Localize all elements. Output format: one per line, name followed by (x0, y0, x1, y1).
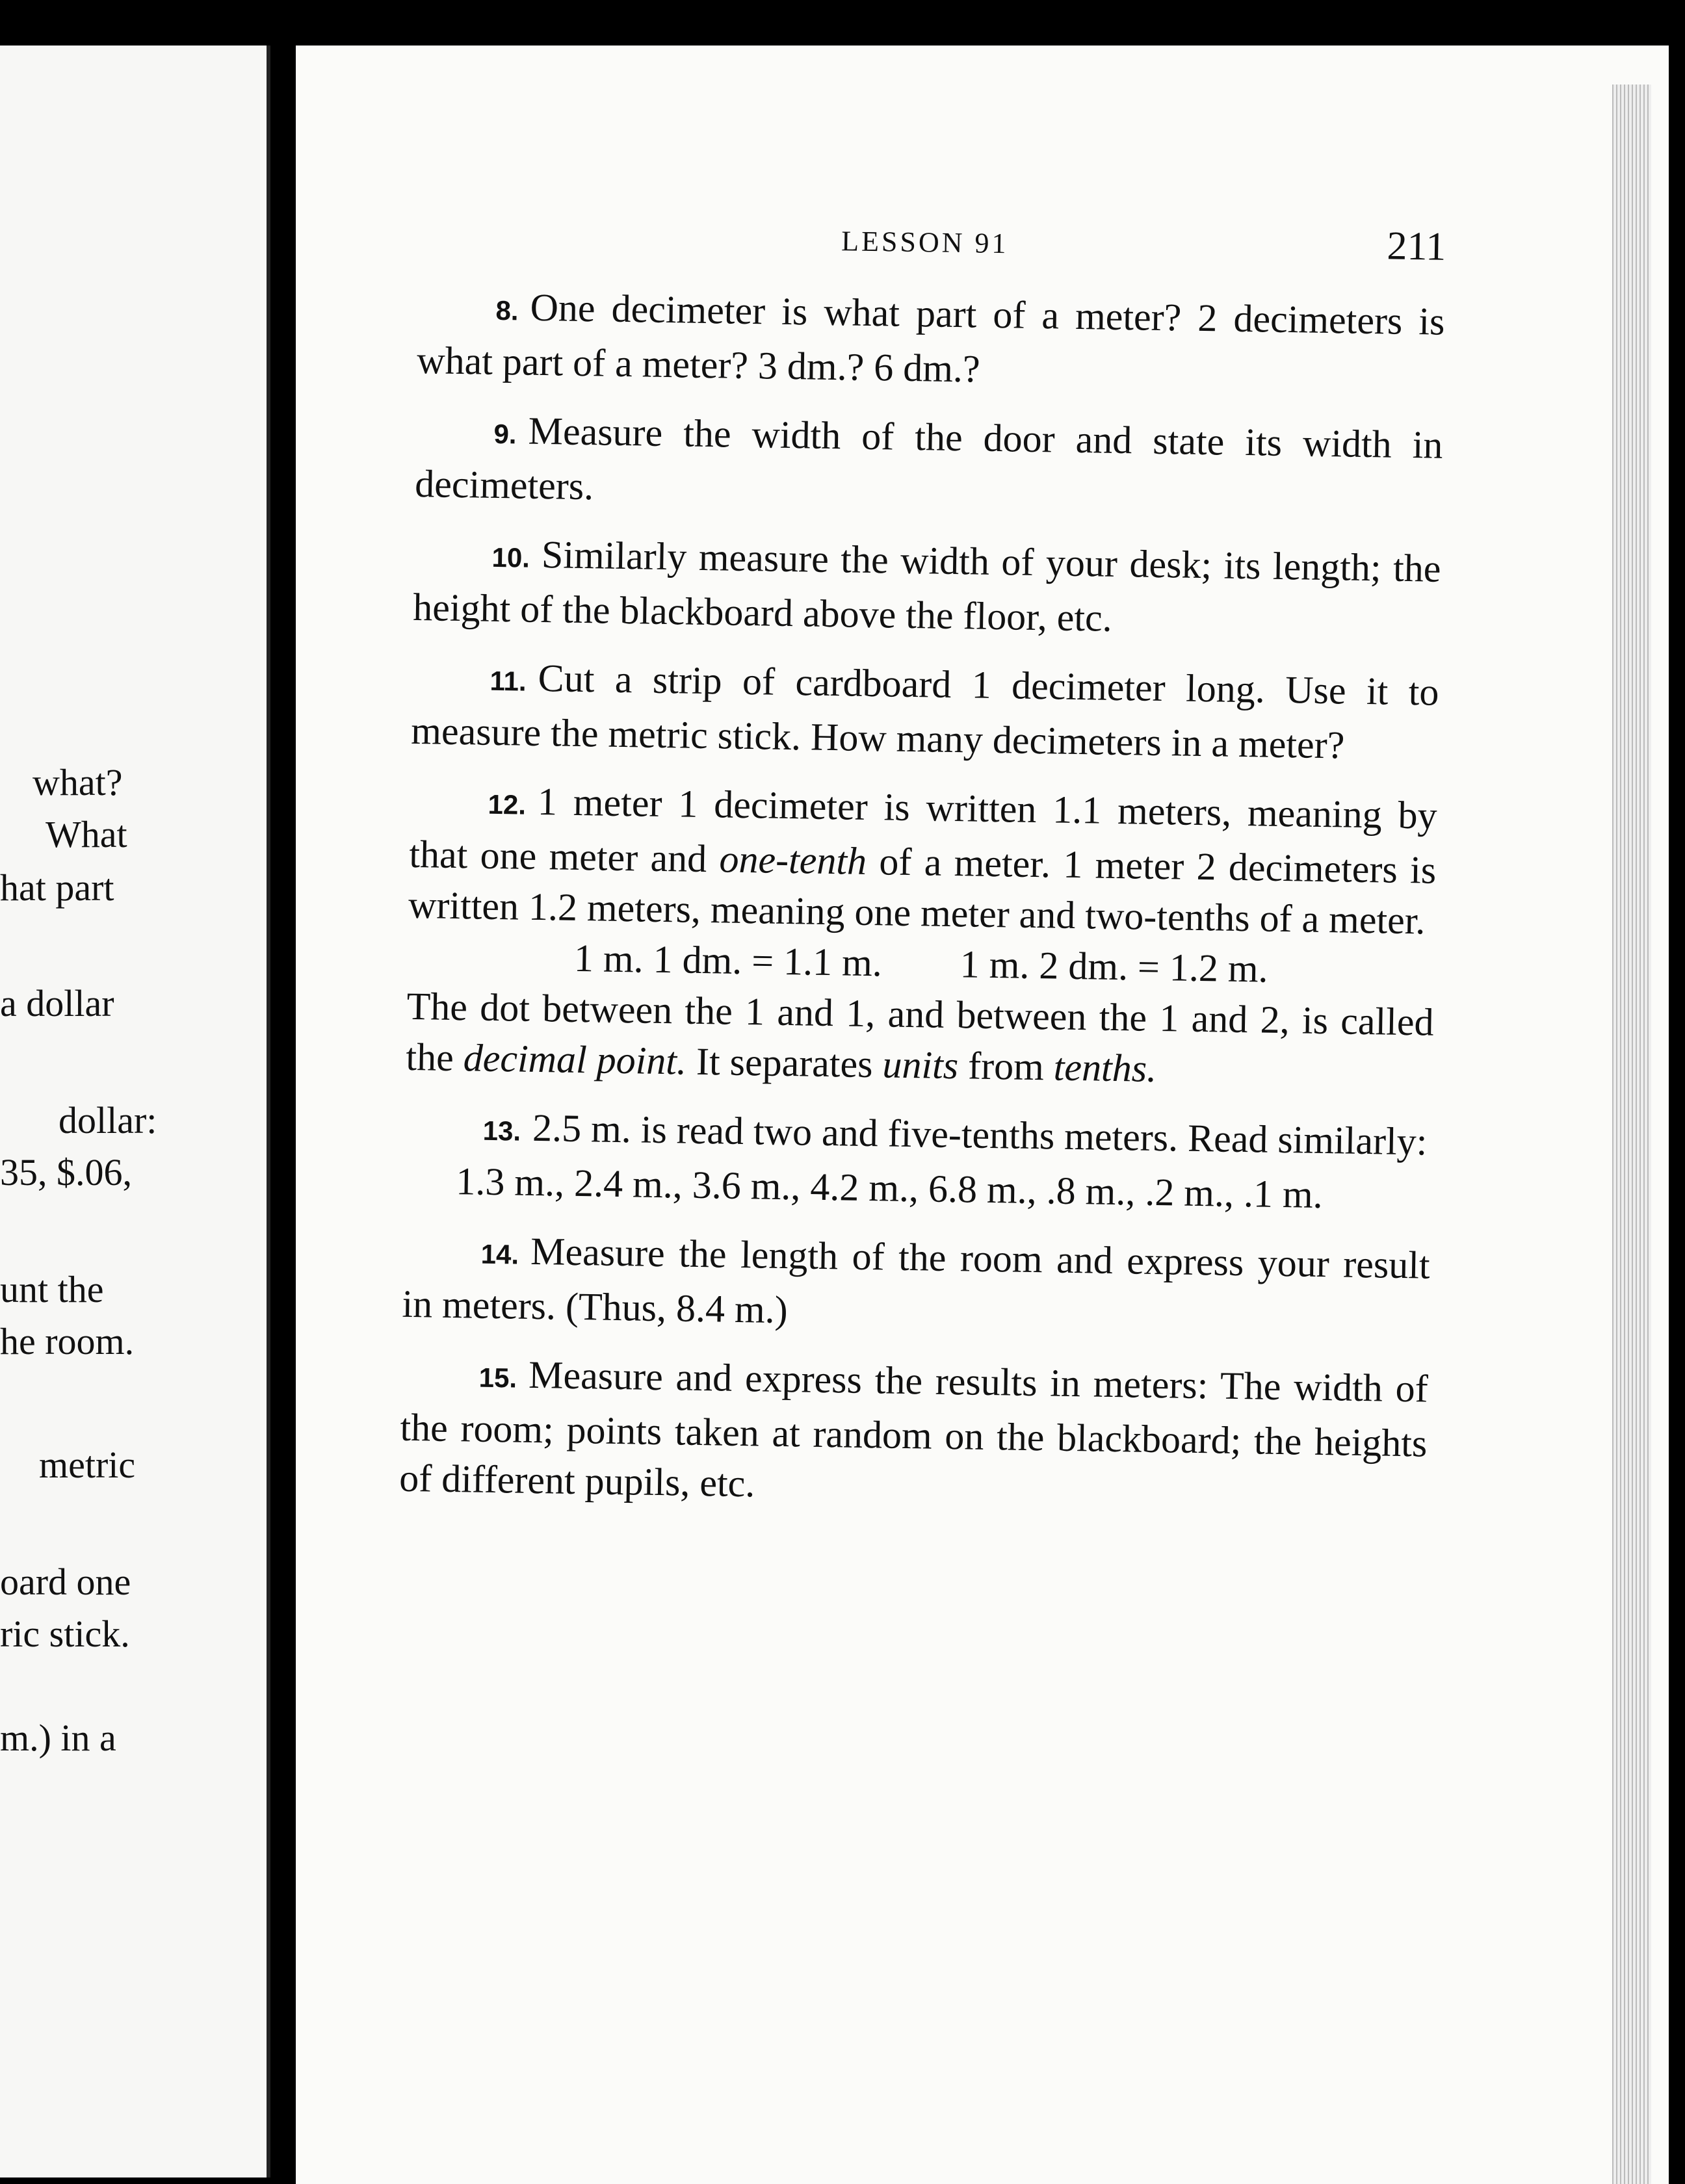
left-page (0, 46, 270, 2178)
exercise-text: Cut a strip of cardboard 1 decimeter long. Use it to measure the metric stick. How many decimeters in a meter? (410, 656, 1440, 767)
exercise-number: 8. (495, 294, 519, 326)
exercise-text: It separates (696, 1039, 874, 1086)
exercise-10 (413, 527, 1441, 649)
exercise-text: One decimeter is what part of a meter? 2 decimeters is what part of a meter? 3 dm.? 6 dm.? (416, 285, 1445, 391)
reading-list: 1.3 m., 2.4 m., 3.6 m., 4.2 m., 6.8 m., .8 m., .2 m., .1 m. (455, 1160, 1324, 1217)
exercise-number: 9. (493, 418, 517, 450)
left-fragment: 35, $.06, (0, 1151, 132, 1193)
exercise-text: 1 meter 1 decimeter is written 1.1 meters, meaning by that one meter and (408, 779, 1438, 881)
exercise-text: Measure the width of the door and state its width in decimeters. (414, 409, 1443, 508)
equation-line: 1 m. 1 dm. = 1.1 m. 1 m. 2 dm. = 1.2 m. (573, 936, 1269, 991)
exercise-12 (408, 774, 1438, 946)
exercise-14 (402, 1224, 1430, 1346)
page-number: 211 (1387, 224, 1446, 269)
left-fragment: a dollar (0, 982, 114, 1024)
exercise-number: 14. (480, 1238, 519, 1270)
exercise-8 (417, 280, 1445, 402)
left-fragment: what? (33, 761, 123, 803)
running-head (419, 208, 1446, 270)
exercise-12-continued (406, 981, 1434, 1098)
exercise-number: 11. (490, 665, 527, 697)
left-fragment: oard one (0, 1561, 131, 1603)
left-fragment: m.) in a (0, 1717, 116, 1759)
exercise-number: 10. (491, 541, 530, 573)
left-fragment: ric stick. (0, 1613, 130, 1655)
left-fragment: hat part (0, 866, 114, 909)
exercise-text: Similarly measure the width of your desk; its length; the height of the blackboard above the floor, etc. (412, 533, 1441, 640)
left-fragment: metric (39, 1444, 136, 1486)
exercise-15 (399, 1347, 1429, 1520)
emphasis-text: one-tenth (719, 837, 867, 883)
exercise-text: 2.5 m. is read two and five-tenths meters. Read similarly: (532, 1106, 1428, 1164)
left-fragment: he room. (0, 1320, 135, 1362)
exercise-text: of a meter. 1 meter 2 decimeters is written 1.2 meters, meaning one meter and two-tenths of a meter. (408, 840, 1437, 942)
left-fragment: unt the (0, 1268, 104, 1310)
exercise-text: Measure the length of the room and express your result in meters. (Thus, 8.4 m.) (401, 1229, 1431, 1332)
page-content (398, 208, 1446, 1538)
exercise-number: 13. (482, 1115, 521, 1147)
running-title: LESSON 91 (841, 225, 1009, 260)
exercise-text: The dot between the 1 and 1, and between the 1 and 2, is called the (405, 984, 1435, 1079)
exercise-text: Measure and express the results in meters: The width of the room; points taken at random on the blackboard; the heights of different pupils, etc. (398, 1353, 1429, 1505)
page-edge (1612, 84, 1651, 2184)
right-page (296, 46, 1669, 2184)
emphasis-text: decimal point. (463, 1036, 687, 1083)
left-fragment: What (46, 813, 127, 855)
left-fragment: dollar: (59, 1099, 157, 1141)
exercise-9 (415, 404, 1443, 525)
emphasis-text: tenths. (1053, 1045, 1157, 1090)
exercise-text: from (967, 1044, 1045, 1089)
emphasis-text: units (882, 1043, 959, 1087)
exercise-number: 15. (478, 1362, 517, 1394)
exercise-11 (411, 651, 1439, 772)
exercise-number: 12. (488, 788, 527, 820)
